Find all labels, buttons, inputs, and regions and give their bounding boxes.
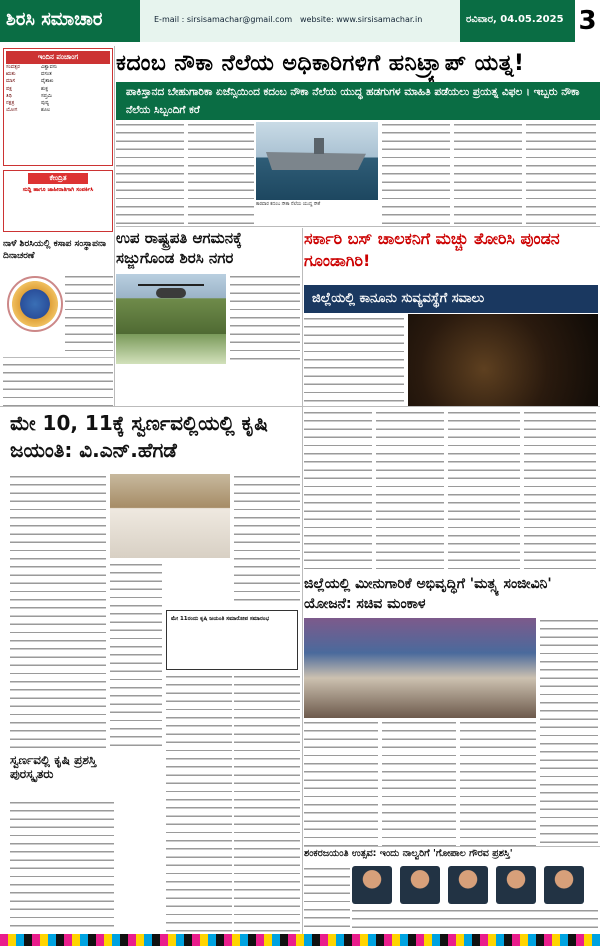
krishi-col-3 [234,474,300,604]
ground-photo [116,334,226,364]
sidebar-article-text [65,274,113,352]
divider [0,406,600,407]
panchang-row [6,64,110,71]
panchang-row [6,100,110,107]
notice-text: ಸುದ್ದಿ ಹಾಗೂ ಜಾಹೀರಾತಿಗಾಗಿ ಸಂಪರ್ಕಿಸಿ [22,187,94,193]
middle-col-2 [376,410,444,570]
masthead-website: website: www.sirsisamachar.in [300,15,423,24]
award-headline: ಸ್ವರ್ಣವಲ್ಲಿ ಕೃಷಿ ಪ್ರಶಸ್ತಿ ಪುರಸ್ಕೃತರು [10,753,97,781]
panchang-value: ಪುಷ್ಯ [41,100,50,107]
fish-col-side [540,618,598,846]
color-registration-bar [0,934,600,946]
masthead-email: E-mail : sirsisamachar@gmail.com [154,15,293,24]
page-number: 3 [575,0,600,42]
bottom-col-1 [304,866,350,930]
law-subhead: ಜಿಲ್ಲೆಯಲ್ಲಿ ಕಾನೂನು ಸುವ್ಯವಸ್ಥೆಗೆ ಸವಾಲು [304,285,598,313]
panchang-box [3,48,113,166]
kasapa-logo-box [3,270,115,358]
panchang-label: ಸಂವತ್ಸರ [6,64,20,70]
fisheries-headline: ಜಿಲ್ಲೆಯಲ್ಲಿ ಮೀನುಗಾರಿಕೆ ಅಭಿವೃದ್ಧಿಗೆ 'ಮತ್ಸ್ಯ ಸಂಜೀವಿನಿ' ಯೋಜನೆ: ಸಚಿವ ಮಂಕಾಳ [304,576,552,612]
article-col-2 [188,122,254,224]
krishi-box-quote: ಮೇ 11ರಂದು ಕೃಷಿ ಜಯಂತಿ ಸಮಾರೋಪ ಸಮಾರಂಭ [166,610,298,670]
panchang-value: ವೈಶಾಖ [41,78,54,85]
rotor [138,284,204,286]
panchang-label: ಯೋಗ [6,107,18,114]
notice-box [3,170,113,232]
portrait-2 [400,866,440,904]
portrait-5 [544,866,584,904]
bottom-captions [352,908,598,932]
main-headline: ಕದಂಬ ನೌಕಾ ನೆಲೆಯ ಅಧಿಕಾರಿಗಳಿಗೆ ಹನಿಟ್ರ್ಯಾಪ್ ಯತ್ನ! [116,51,525,76]
fish-col-2 [382,720,456,846]
fish-col-3 [460,720,536,846]
article-col-5 [526,122,596,224]
portrait-4 [496,866,536,904]
helicopter-icon [156,288,186,298]
divider [116,226,600,227]
helicopter-photo [116,274,226,334]
panchang-value: ವಸಂತ [41,71,52,78]
newspaper-title: ಶಿರಸಿ ಸಮಾಚಾರ [0,0,140,42]
article-col-3 [382,122,450,224]
night-crowd-photo [408,314,598,406]
awardee-portraits [352,866,600,906]
sidebar-headline: ನಾಳೆ ಶಿರಸಿಯಲ್ಲಿ ಕಸಾಪ ಸಂಸ್ಥಾಪನಾ ದಿನಾಚರಣೆ [3,239,107,261]
panchang-title: ಇಂದಿನ ಪಂಚಾಂಗ [6,51,110,64]
ship-tower [314,138,324,154]
award-list [10,800,114,930]
middle-col-4 [524,410,596,570]
sidebar-article-cont [3,362,113,406]
masthead-contact [140,0,460,42]
krishi-col-2 [110,562,162,750]
masthead-date: ರವಿವಾರ, 04.05.2025 [460,0,575,42]
article-col-4 [454,122,522,224]
crowd-event-photo [304,618,536,718]
panchang-label: ತಿಥಿ [6,92,12,99]
panchang-label: ಪಕ್ಷ [6,85,12,92]
panchang-label: ಋತು [6,71,16,78]
panchang-rows [6,64,110,114]
fish-col-1 [304,720,378,846]
panchang-value: ಸಪ್ತಮಿ [41,92,53,99]
panchang-label: ಮಾಸ [6,78,16,85]
vp-article-col [230,274,300,364]
krishi-col-5 [234,674,300,934]
panchang-value: ವಿಶ್ವಾವಸು [41,64,58,70]
krishi-headline: ಮೇ 10, 11ಕ್ಕೆ ಸ್ವರ್ಣವಲ್ಲಿಯಲ್ಲಿ ಕೃಷಿ ಜಯಂತಿ: ವಿ.ಎನ್.ಹೆಗಡೆ [10,411,268,462]
krishi-col-4 [166,674,232,934]
middle-col-1 [304,410,372,570]
portrait-3 [448,866,488,904]
panchang-value: ಶುಕ್ಲ [41,85,49,92]
panchang-row [6,86,110,93]
middle-col-3 [448,410,520,570]
panchang-row [6,78,110,85]
panchang-row [6,93,110,100]
meeting-photo [110,474,230,558]
ship-hull [266,152,366,170]
portrait-1 [352,866,392,904]
main-subhead: ಪಾಕಿಸ್ತಾನದ ಬೇಹುಗಾರಿಕಾ ಏಜೆನ್ಸಿಯಿಂದ ಕದಂಬ ನೌಕಾ ನೆಲೆಯ ಯುದ್ಧ ಹಡಗುಗಳ ಮಾಹಿತಿ ಪಡೆಯಲು ಪ್ರಯತ್ನ ವಿಫಲ । ಇಬ್ಬರು ನೌಕಾ ನೆಲೆಯ ಸಿಬ್ಬಂದಿಗೆ ಕರೆ [116,82,600,120]
ship-caption: ಕಾರವಾರ ಕದಂಬ ನೌಕಾ ನೆಲೆಯ ಯುದ್ಧ ನೌಕೆ [256,202,321,207]
kasapa-logo-icon [7,276,63,332]
notice-title: ಕೇಂದ್ರಿತ [28,173,88,184]
masthead [0,0,600,42]
krishi-col-1 [10,474,106,750]
bus-headline: ಸರ್ಕಾರಿ ಬಸ್ ಚಾಲಕನಿಗೆ ಮಚ್ಚು ತೋರಿಸಿ ಪುಂಡನ ಗೂಂಡಾಗಿರಿ! [304,229,560,270]
warship-photo [256,122,378,200]
panchang-value: ಶೂಲ [41,107,51,114]
vp-headline: ಉಪ ರಾಷ್ಟ್ರಪತಿ ಆಗಮನಕ್ಕೆ ಸಜ್ಜುಗೊಂಡ ಶಿರಸಿ ನಗರ [116,229,242,267]
gopala-award-headline: ಶಂಕರಜಯಂತಿ ಉತ್ಸವ: ಇಂದು ನಾಲ್ವರಿಗೆ 'ಗೋಪಾಲ ಗೌರವ ಪ್ರಶಸ್ತಿ' [304,848,513,859]
article-col-1 [116,122,184,224]
panchang-label: ನಕ್ಷತ್ರ [6,100,15,107]
panchang-row [6,107,110,114]
bus-article-col [304,316,404,406]
vertical-rule [302,228,303,934]
vertical-rule [114,46,115,406]
panchang-row [6,71,110,78]
divider [304,846,600,847]
